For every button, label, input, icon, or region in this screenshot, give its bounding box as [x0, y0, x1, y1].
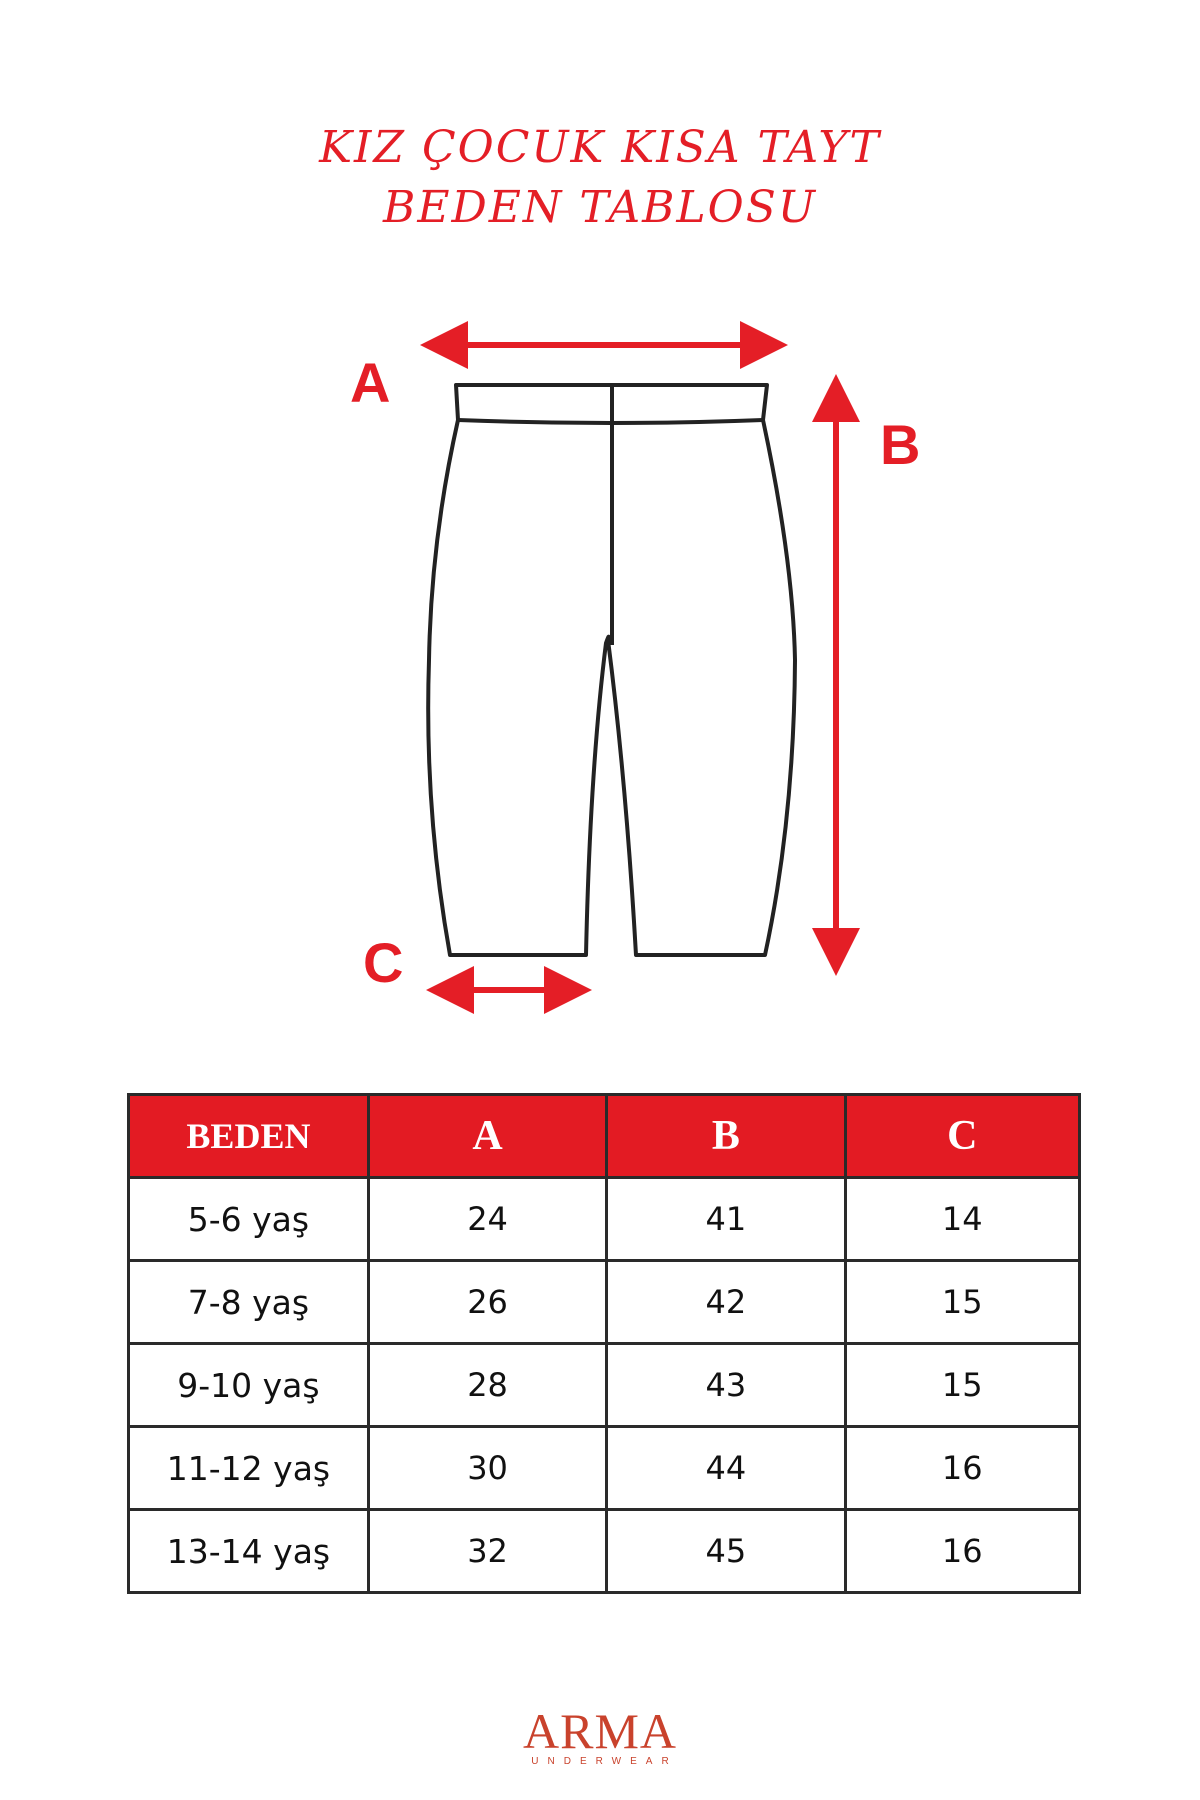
table-header-row — [129, 1095, 1080, 1178]
table-row — [129, 1261, 1080, 1344]
cell-a: 28 — [368, 1344, 606, 1427]
table-row — [129, 1427, 1080, 1510]
cell-b: 44 — [607, 1427, 845, 1510]
table-row — [129, 1178, 1080, 1261]
cell-b: 41 — [607, 1178, 845, 1261]
label-b: B — [880, 413, 921, 476]
cell-c: 15 — [845, 1344, 1079, 1427]
header-b: B — [607, 1095, 845, 1178]
cell-b: 43 — [607, 1344, 845, 1427]
table-row — [129, 1510, 1080, 1593]
brand-subtitle: UNDERWEAR — [531, 1756, 678, 1767]
cell-size: 11-12 yaş — [129, 1427, 369, 1510]
cell-size: 9-10 yaş — [129, 1344, 369, 1427]
header-a: A — [368, 1095, 606, 1178]
size-table — [127, 1093, 1081, 1594]
label-a: A — [350, 351, 391, 414]
cell-a: 24 — [368, 1178, 606, 1261]
cell-b: 42 — [607, 1261, 845, 1344]
cell-size: 5-6 yaş — [129, 1178, 369, 1261]
cell-size: 7-8 yaş — [129, 1261, 369, 1344]
title-line-1: KIZ ÇOCUK KISA TAYT — [319, 122, 881, 173]
cell-a: 30 — [368, 1427, 606, 1510]
brand-name: ARMA — [522, 1703, 678, 1759]
header-beden: BEDEN — [129, 1095, 369, 1178]
legging-outline — [428, 385, 795, 955]
cell-c: 16 — [845, 1510, 1079, 1593]
cell-c: 16 — [845, 1427, 1079, 1510]
label-c: C — [363, 931, 404, 994]
cell-c: 15 — [845, 1261, 1079, 1344]
brand-logo — [0, 1703, 1200, 1767]
cell-a: 32 — [368, 1510, 606, 1593]
header-c: C — [845, 1095, 1079, 1178]
cell-a: 26 — [368, 1261, 606, 1344]
cell-size: 13-14 yaş — [129, 1510, 369, 1593]
cell-c: 14 — [845, 1178, 1079, 1261]
title-line-2: BEDEN TABLOSU — [383, 182, 817, 233]
cell-b: 45 — [607, 1510, 845, 1593]
table-row — [129, 1344, 1080, 1427]
